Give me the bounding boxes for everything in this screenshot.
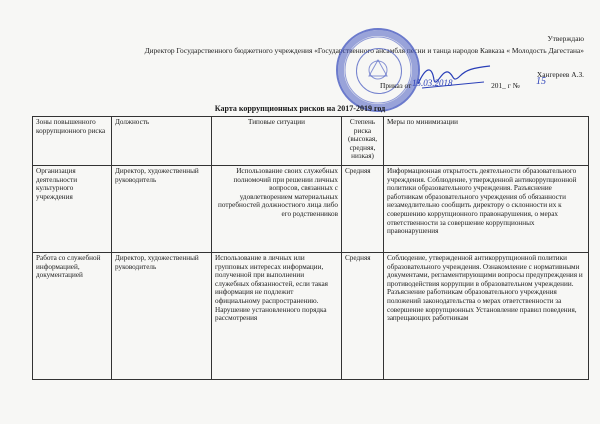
order-prefix: Приказ от bbox=[380, 81, 412, 90]
cell-typical-situation: Использование своих служебных полномочий при решении личных вопросов, связанных с удовлетворением материальных потребностей должностного лица либо его родственников bbox=[212, 166, 342, 253]
cell-risk-zone: Работа со служебной информацией, документацией bbox=[33, 253, 112, 380]
order-date-handwritten: 15.03.2018 bbox=[412, 78, 453, 88]
header-risk-level: Степень риска (высокая, средняя, низкая) bbox=[342, 117, 384, 166]
cell-risk-level: Средняя bbox=[342, 166, 384, 253]
cell-measures: Соблюдение, утвержденной антикоррупционной политики образовательного учреждения. Ознакомление с нормативными документами, регламентирующими вопросы предупреждения и противодействия коррупции в образовательном учреждении. Разъяснение работникам образовательного учреждения положений законодательства о мерах ответственности за совершение коррупционных Установление правил поведения, запрещающих работникам bbox=[384, 253, 589, 380]
cell-measures: Информационная открытость деятельности образовательного учреждения. Соблюдение, утвержденной антикоррупционной политики образовательного учреждения. Разъяснение работникам образовательного учреждения об обязанности незамедлительно сообщить директору о склонности их к совершению коррупционного правонарушения, о мерах ответственности за совершение коррупционных правонарушения bbox=[384, 166, 589, 253]
director-line: Директор Государственного бюджетного учреждения «Государственного ансамбля песни и танца народов Кавказа « Молодость Дагестана» bbox=[144, 46, 584, 55]
cell-risk-level: Средняя bbox=[342, 253, 384, 380]
header-measures: Меры по минимизации bbox=[384, 117, 589, 166]
table-row bbox=[33, 253, 589, 380]
header-typical-situations: Типовые ситуации bbox=[212, 117, 342, 166]
order-number-handwritten: 15 bbox=[536, 76, 546, 87]
document-title: Карта коррупционных рисков на 2017-2019 год bbox=[214, 104, 386, 113]
signer-name: Хангереев А.З. bbox=[536, 70, 584, 79]
seal-ring-icon bbox=[338, 30, 418, 110]
header-position: Должность bbox=[112, 117, 212, 166]
official-seal-stamp bbox=[336, 28, 420, 112]
header-risk-zone: Зоны повышенного коррупционного риска bbox=[33, 117, 112, 166]
cell-risk-zone: Организация деятельности культурного учреждения bbox=[33, 166, 112, 253]
table-header-row bbox=[33, 117, 589, 166]
table-row bbox=[33, 166, 589, 253]
cell-position: Директор, художественный руководитель bbox=[112, 166, 212, 253]
risk-table bbox=[32, 116, 589, 380]
cell-typical-situation: Использование в личных или групповых интересах информации, полученной при выполнении служебных обязанностей, если такая информация не подлежит официальному распространению. Нарушение установленного порядка рассмотрения bbox=[212, 253, 342, 380]
approve-label: Утверждаю bbox=[547, 34, 584, 43]
order-suffix: 201_ г № bbox=[491, 81, 520, 90]
cell-position: Директор, художественный руководитель bbox=[112, 253, 212, 380]
